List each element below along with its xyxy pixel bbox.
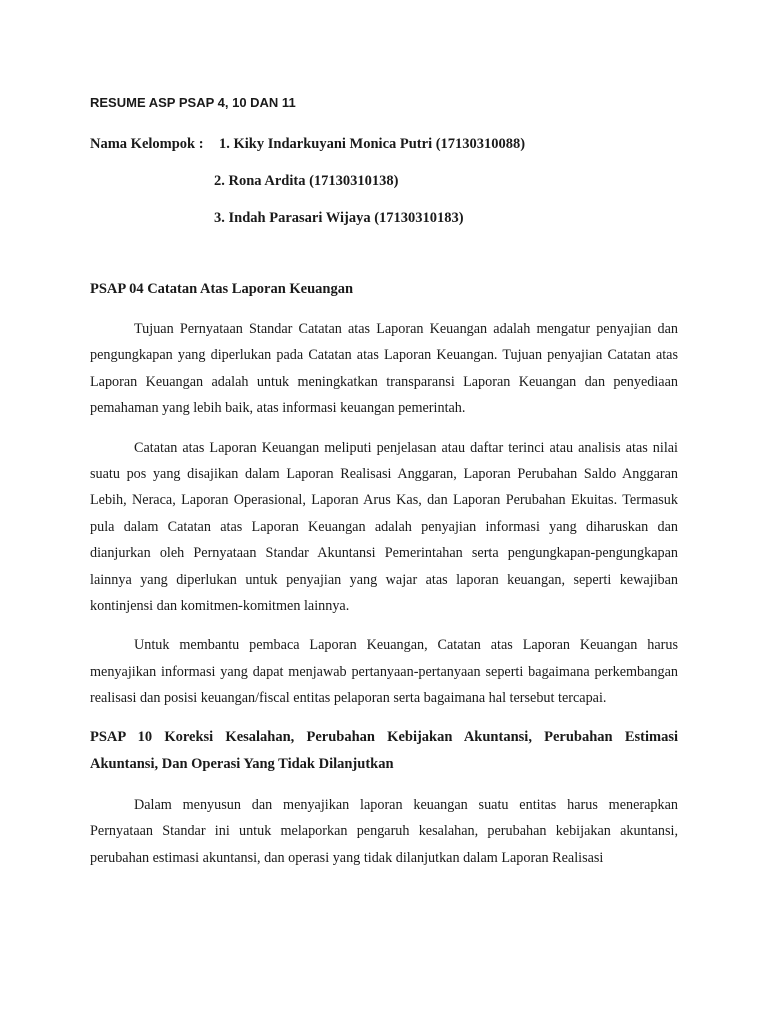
group-member: 2. Rona Ardita (17130310138) — [214, 173, 399, 189]
paragraph: Untuk membantu pembaca Laporan Keuangan, Catatan atas Laporan Keuangan harus menyajikan informasi yang dapat menjawab pertanyaan-pertanyaan seperti bagaimana perkembangan realisasi dan posisi keuangan/fiscal entitas pelaporan serta bagaimana hal tersebut tercapai. — [90, 637, 678, 707]
group-label: Nama Kelompok : — [90, 136, 204, 152]
group-row-first — [90, 133, 678, 170]
section-heading-psap10: PSAP 10 Koreksi Kesalahan, Perubahan Kebijakan Akuntansi, Perubahan Estimasi Akuntansi, Dan Operasi Yang Tidak Dilanjutkan — [90, 728, 678, 772]
paragraph: Tujuan Pernyataan Standar Catatan atas Laporan Keuangan adalah mengatur penyajian dan pengungkapan yang diperlukan pada Catatan atas Laporan Keuangan. Tujuan penyajian Catatan atas Laporan Keuangan adalah untuk meningkatkan transparansi Laporan Keuangan dan penyediaan pemahaman yang lebih baik, atas informasi keuangan pemerintah. — [90, 321, 678, 417]
group-member: 3. Indah Parasari Wijaya (17130310183) — [214, 210, 464, 226]
document-title: RESUME ASP PSAP 4, 10 DAN 11 — [90, 95, 296, 110]
group-member: 1. Kiky Indarkuyani Monica Putri (17130310088) — [219, 136, 526, 152]
paragraph: Catatan atas Laporan Keuangan meliputi penjelasan atau daftar terinci atau analisis atas nilai suatu pos yang disajikan dalam Laporan Realisasi Anggaran, Laporan Perubahan Saldo Anggaran Lebih, Neraca, Laporan Operasional, Laporan Arus Kas, dan Laporan Perubahan Ekuitas. Termasuk pula dalam Catatan atas Laporan Keuangan adalah penyajian informasi yang diharuskan dan dianjurkan oleh Pernyataan Standar Akuntansi Pemerintahan serta pengungkapan-pengungkapan lainnya yang diperlukan untuk penyajian yang wajar atas laporan keuangan, seperti kewajiban kontinjensi dan komitmen-komitmen lainnya. — [90, 439, 678, 615]
section-heading-psap04: PSAP 04 Catatan Atas Laporan Keuangan — [90, 281, 354, 297]
group-members-block — [90, 133, 678, 244]
paragraph: Dalam menyusun dan menyajikan laporan keuangan suatu entitas harus menerapkan Pernyataan Standar ini untuk melaporkan pengaruh kesalahan, perubahan kebijakan akuntansi, perubahan estimasi akuntansi, dan operasi yang tidak dilanjutkan dalam Laporan Realisasi — [90, 796, 678, 866]
group-row — [90, 207, 678, 244]
group-row — [90, 170, 678, 207]
